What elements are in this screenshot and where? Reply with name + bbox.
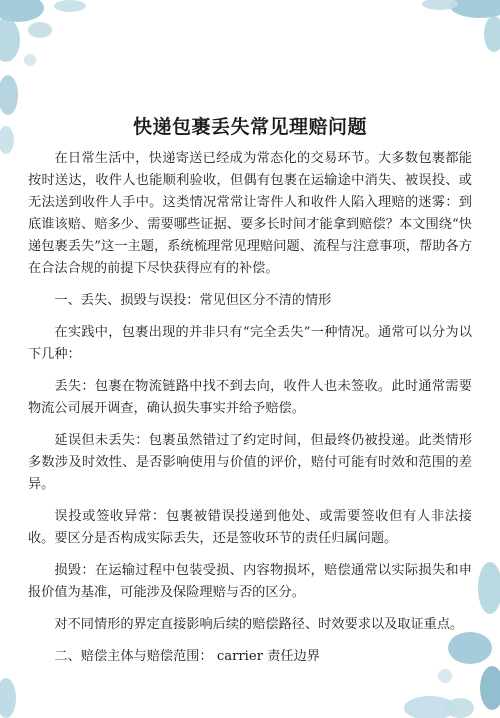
article-title: 快递包裹丢失常见理赔问题 [132, 116, 367, 138]
paragraph-conclusion: 对不同情形的界定直接影响后续的赔偿路径、时效要求以及取证重点。 [54, 617, 464, 632]
paragraph-cases-intro: 在实践中，包裹出现的并非只有“完全丢失”一种情况。通常可以分为以下几种： [28, 325, 472, 362]
article [28, 112, 472, 678]
intro-paragraph: 在日常生活中，快递寄送已经成为常态化的交易环节。大多数包裹都能按时送达，收件人也能顺利验收，但偶有包裹在运输途中消失、被误投、或无法送到收件人手中。这类情况常常让寄件人和收件人陷入理赔的迷雾：到底谁该赔、赔多少、需要哪些证据、要多长时间才能拿到赔偿？本文围绕“快递包裹丢失”这一主题，系统梳理常见理赔问题、流程与注意事项，帮助各方在合法合规的前提下尽快获得应有的补偿。 [28, 151, 472, 276]
paragraph-lost: 丢失：包裹在物流链路中找不到去向，收件人也未签收。此时通常需要物流公司展开调查，确认损失事实并给予赔偿。 [28, 379, 472, 416]
section-heading-2: 二、赔偿主体与赔偿范围： carrier 责任边界 [54, 649, 320, 664]
paragraph-misdelivered: 误投或签收异常：包裹被错误投递到他处、或需要签收但有人非法接收。要区分是否构成实际丢失，还是签收环节的责任归属问题。 [28, 509, 472, 546]
section-heading-1: 一、丢失、损毁与误投：常见但区分不清的情形 [54, 293, 332, 308]
floral-decoration-top-right [380, 0, 500, 90]
paragraph-damaged: 损毁：在运输过程中包装受损、内容物损坏，赔偿通常以实际损失和申报价值为基准，可能涉及保险理赔与否的区分。 [28, 563, 472, 600]
paragraph-delayed: 延误但未丢失：包裹虽然错过了约定时间，但最终仍被投递。此类情形多数涉及时效性、是否影响使用与价值的评价，赔付可能有时效和范围的差异。 [28, 433, 472, 492]
